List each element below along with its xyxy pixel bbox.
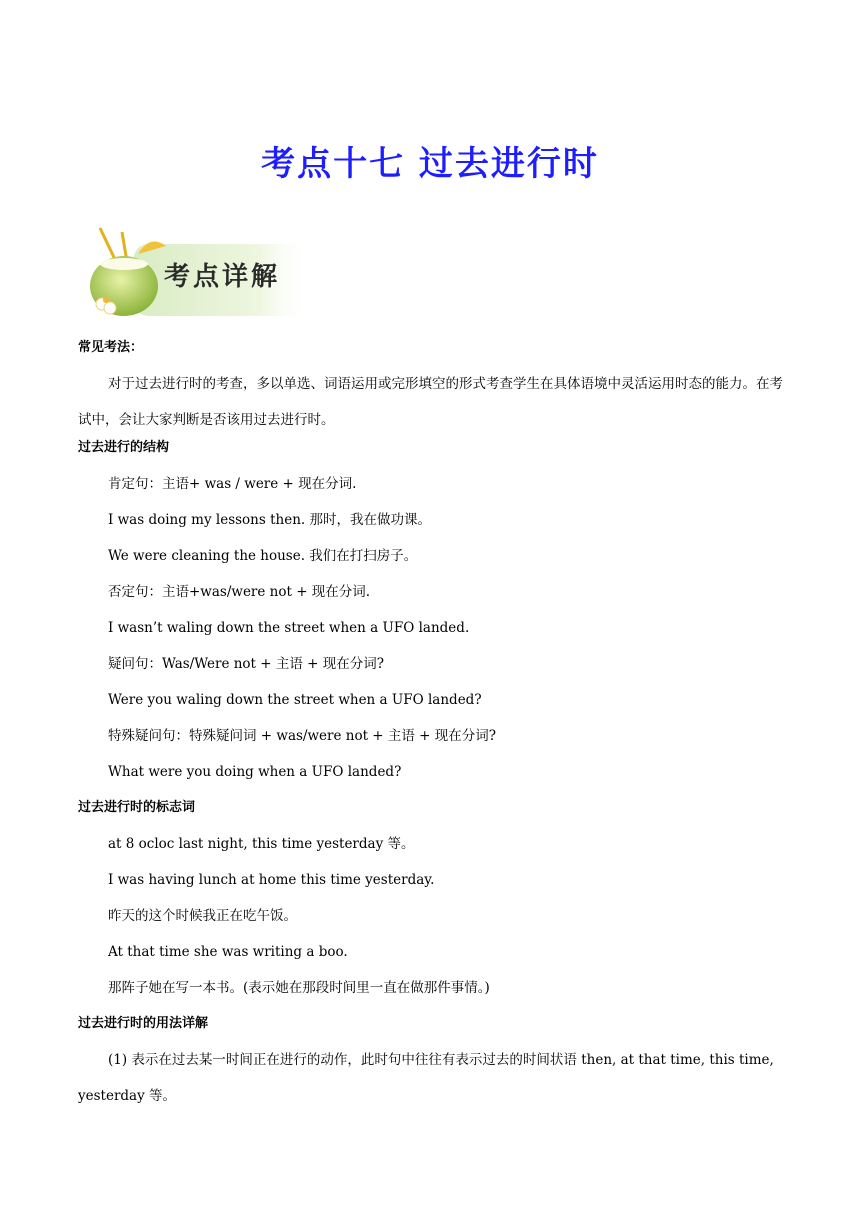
structure-line: 否定句：主语+was/were not + 现在分词. bbox=[108, 584, 371, 600]
banner-label: 考点详解 bbox=[164, 262, 281, 292]
section-paragraph-usage: (1) 表示在过去某一时间正在进行的动作，此时句中往往有表示过去的时间状语 then, at that time, this time, yesterday 等。 bbox=[78, 1052, 774, 1104]
document-body bbox=[78, 338, 784, 1108]
section-heading-structure: 过去进行的结构 bbox=[78, 440, 170, 455]
structure-line: I was doing my lessons then. 那时，我在做功课。 bbox=[108, 512, 431, 528]
structure-line: We were cleaning the house. 我们在打扫房子。 bbox=[108, 548, 418, 564]
structure-line: Were you waling down the street when a UFO landed? bbox=[108, 692, 482, 708]
section-heading-usage: 过去进行时的用法详解 bbox=[78, 1016, 209, 1031]
section-heading-signal-words: 过去进行时的标志词 bbox=[78, 800, 196, 815]
structure-line: 特殊疑问句：特殊疑问词 + was/were not + 主语 + 现在分词? bbox=[108, 728, 497, 744]
section-heading-common: 常见考法： bbox=[78, 340, 144, 355]
signal-line: At that time she was writing a boo. bbox=[108, 944, 348, 960]
signal-line: at 8 ocloc last night, this time yesterday 等。 bbox=[108, 836, 415, 852]
structure-line: 肯定句：主语+ was / were + 现在分词. bbox=[108, 476, 357, 492]
signal-line: 昨天的这个时候我正在吃午饭。 bbox=[108, 908, 297, 924]
page-title: 考点十七 过去进行时 bbox=[261, 144, 599, 184]
signal-line: 那阵子她在写一本书。(表示她在那段时间里一直在做那件事情。) bbox=[108, 980, 490, 996]
structure-line: I wasn’t waling down the street when a UFO landed. bbox=[108, 620, 470, 636]
section-banner bbox=[78, 222, 318, 322]
section-paragraph-common: 对于过去进行时的考查，多以单选、词语运用或完形填空的形式考查学生在具体语境中灵活运用时态的能力。在考试中，会让大家判断是否该用过去进行时。 bbox=[78, 376, 783, 428]
structure-line: What were you doing when a UFO landed? bbox=[108, 764, 402, 780]
signal-line: I was having lunch at home this time yesterday. bbox=[108, 872, 435, 888]
structure-line: 疑问句：Was/Were not + 主语 + 现在分词? bbox=[108, 656, 384, 672]
